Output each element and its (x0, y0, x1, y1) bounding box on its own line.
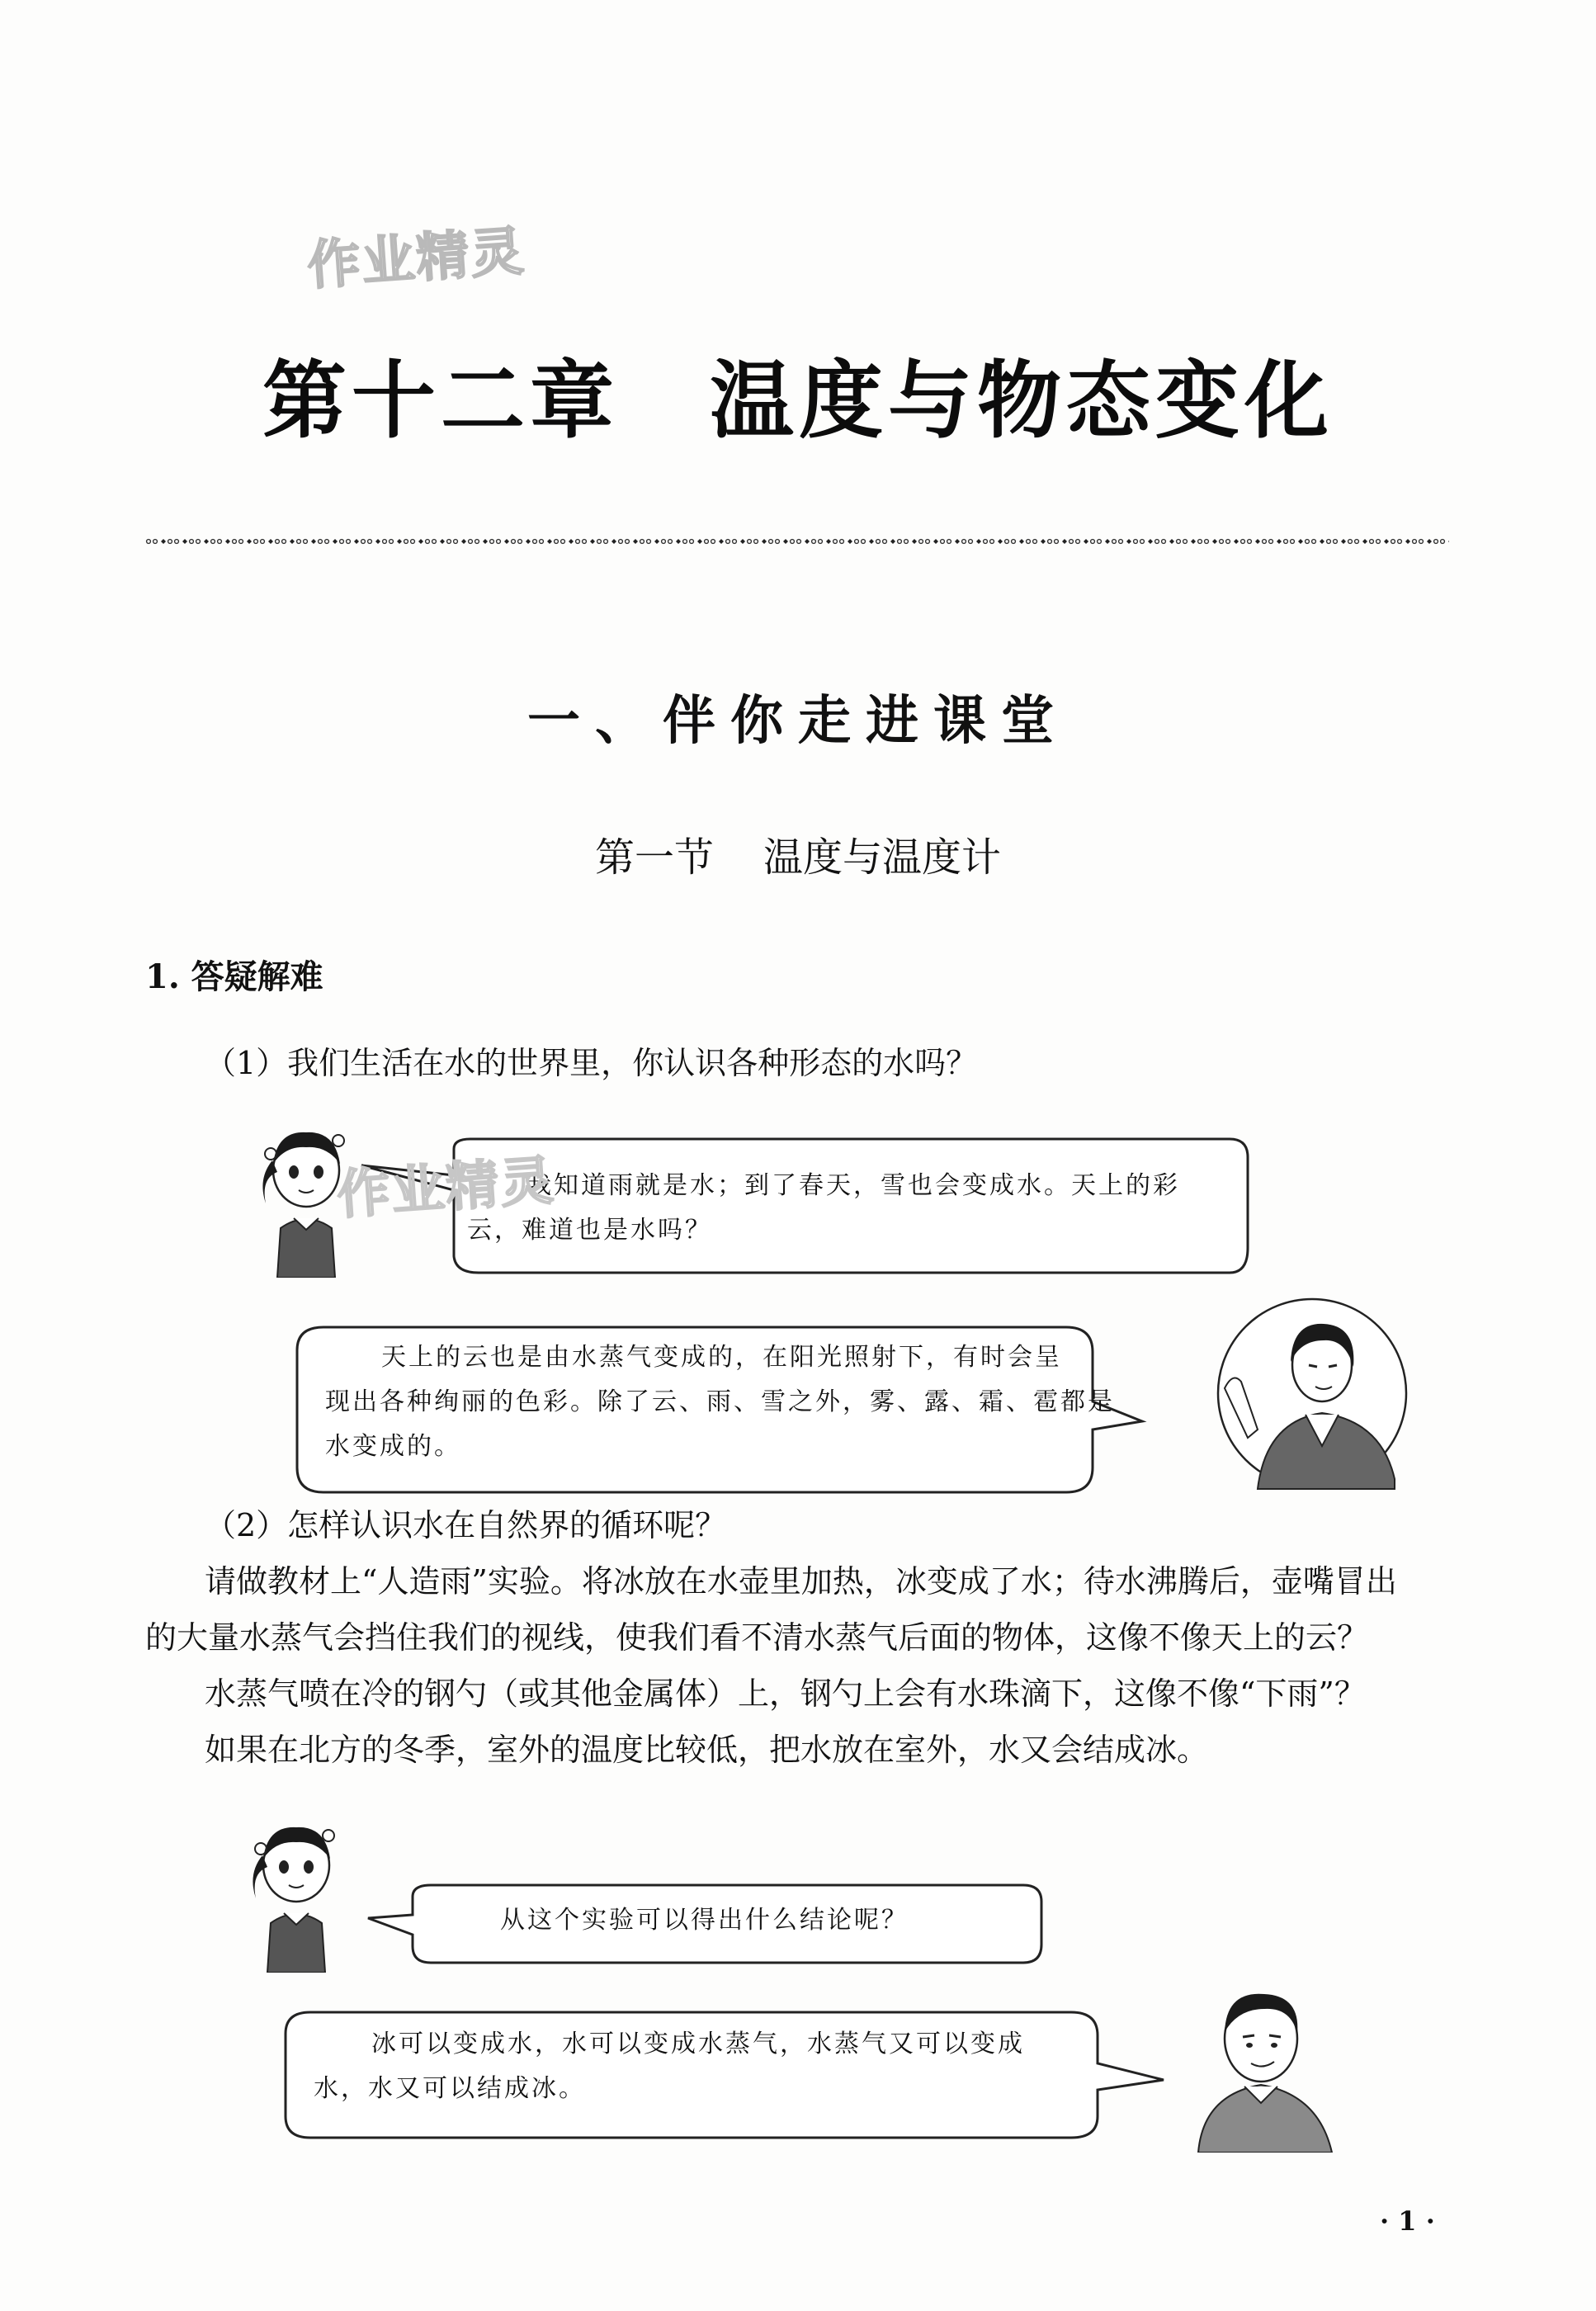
bubble-4-line-1: 冰可以变成水，水可以变成水蒸气，水蒸气又可以变成 (371, 2030, 1025, 2058)
section-title (0, 825, 1596, 882)
unit-title: 一、伴你走进课堂 (527, 690, 1069, 752)
bubble-4-line-2: 水，水又可以结成冰。 (314, 2074, 586, 2103)
watermark-logo-2: 作业精灵 (335, 1150, 557, 1227)
section-number: 第一节 (594, 834, 714, 881)
paragraph-1-line-2: 的大量水蒸气会挡住我们的视线，使我们看不清水蒸气后面的物体，这像不像天上的云？ (145, 1619, 1369, 1656)
girl-illustration-2 (243, 1816, 350, 1973)
chapter-number: 第十二章 (262, 352, 619, 451)
question-2: （2）怎样认识水在自然界的循环呢？ (205, 1507, 727, 1543)
decorative-divider (145, 536, 1449, 546)
bubble-2-line-1: 天上的云也是由水蒸气变成的，在阳光照射下，有时会呈 (381, 1343, 1062, 1372)
paragraph-1-line-1: 请做教材上“人造雨”实验。将冰放在水壶里加热，冰变成了水；待水沸腾后，壶嘴冒出 (205, 1563, 1397, 1600)
chapter-name: 温度与物态变化 (710, 352, 1334, 451)
teacher-illustration (1200, 1297, 1414, 1496)
bubble-1-line-2: 云，难道也是水吗？ (467, 1216, 712, 1245)
chapter-title (0, 334, 1596, 455)
paragraph-2: 水蒸气喷在冷的钢勺（或其他金属体）上，钢勺上会有水珠滴下，这像不像“下雨”？ (205, 1675, 1366, 1712)
bubble-3-line-1: 从这个实验可以得出什么结论呢？ (500, 1906, 909, 1935)
section-name: 温度与温度计 (763, 834, 1002, 881)
page-number: · 1 · (1380, 2205, 1435, 2237)
paragraph-3: 如果在北方的冬季，室外的温度比较低，把水放在室外，水又会结成冰。 (205, 1732, 1209, 1768)
question-1: （1）我们生活在水的世界里，你认识各种形态的水吗？ (205, 1045, 978, 1081)
bubble-2-line-3: 水变成的。 (325, 1432, 461, 1461)
boy-illustration (1190, 1979, 1339, 2153)
bubble-2-line-2: 现出各种绚丽的色彩。除了云、雨、雪之外，雾、露、霜、雹都是 (325, 1387, 1115, 1416)
heading-qa: 1. 答疑解难 (145, 957, 323, 996)
bubble-1-line-1: 我知道雨就是水；到了春天，雪也会变成水。天上的彩 (526, 1171, 1180, 1200)
watermark-logo: 作业精灵 (305, 220, 527, 298)
